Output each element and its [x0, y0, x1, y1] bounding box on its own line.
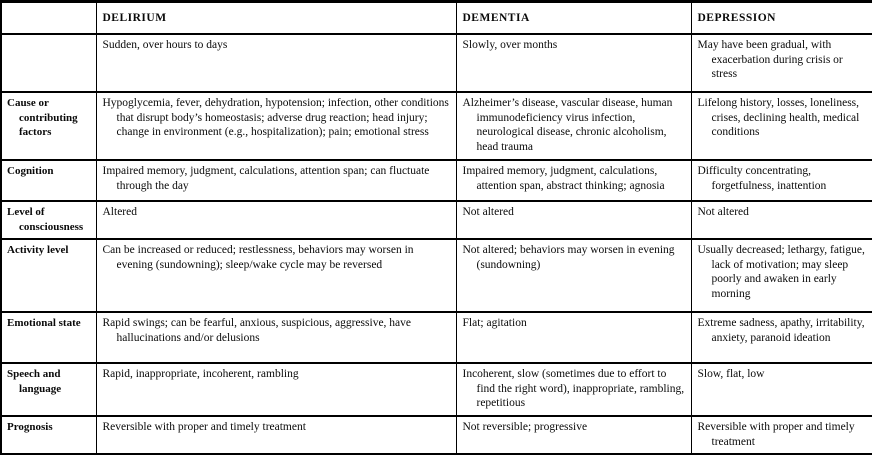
header-delirium: DELIRIUM: [96, 2, 456, 35]
depression-cell: Not altered: [691, 201, 872, 239]
dementia-cell: Incoherent, slow (sometimes due to effort to find the right word), inappropriate, rambling, repetitious: [456, 363, 691, 416]
row-label: Cause or contributing factors: [1, 92, 96, 160]
table-row-emotional-state: [1, 312, 872, 363]
depression-cell: Lifelong history, losses, loneliness, crises, declining health, medical conditions: [691, 92, 872, 160]
delirium-cell: Sudden, over hours to days: [96, 34, 456, 92]
table-row-level-of-consciousness: [1, 201, 872, 239]
delirium-cell: Impaired memory, judgment, calculations, attention span; can fluctuate through the day: [96, 160, 456, 201]
dementia-cell: Alzheimer’s disease, vascular disease, human immunodeficiency virus infection, neurological disease, chronic alcoholism, head trauma: [456, 92, 691, 160]
table-row-cognition: [1, 160, 872, 201]
row-label: Activity level: [1, 239, 96, 312]
delirium-cell: Can be increased or reduced; restlessness, behaviors may worsen in evening (sundowning); sleep/wake cycle may be reversed: [96, 239, 456, 312]
depression-cell: Slow, flat, low: [691, 363, 872, 416]
header-dementia: DEMENTIA: [456, 2, 691, 35]
table-row-speech-and-language: [1, 363, 872, 416]
delirium-cell: Altered: [96, 201, 456, 239]
delirium-cell: Rapid swings; can be fearful, anxious, suspicious, aggressive, have hallucinations and/or delusions: [96, 312, 456, 363]
dementia-cell: Flat; agitation: [456, 312, 691, 363]
row-label: Cognition: [1, 160, 96, 201]
delirium-cell: Reversible with proper and timely treatment: [96, 416, 456, 455]
depression-cell: Usually decreased; lethargy, fatigue, lack of motivation; may sleep poorly and awaken in early morning: [691, 239, 872, 312]
depression-cell: Difficulty concentrating, forgetfulness, inattention: [691, 160, 872, 201]
row-label: Speech and language: [1, 363, 96, 416]
row-label: Prognosis: [1, 416, 96, 455]
dementia-cell: Impaired memory, judgment, calculations, attention span, abstract thinking; agnosia: [456, 160, 691, 201]
header-empty-cell: [1, 2, 96, 35]
row-label: Level of consciousness: [1, 201, 96, 239]
delirium-cell: Rapid, inappropriate, incoherent, rambling: [96, 363, 456, 416]
dementia-cell: Slowly, over months: [456, 34, 691, 92]
dementia-cell: Not altered: [456, 201, 691, 239]
row-label: Emotional state: [1, 312, 96, 363]
dementia-cell: Not altered; behaviors may worsen in evening (sundowning): [456, 239, 691, 312]
table-row-cause: [1, 92, 872, 160]
delirium-cell: Hypoglycemia, fever, dehydration, hypotension; infection, other conditions that disrupt body’s homeostasis; adverse drug reaction; head injury; change in environment (e.g., hospitalization); pain; emotional stress: [96, 92, 456, 160]
header-depression: DEPRESSION: [691, 2, 872, 35]
depression-cell: May have been gradual, with exacerbation during crisis or stress: [691, 34, 872, 92]
table-row-activity-level: [1, 239, 872, 312]
header-row: [1, 2, 872, 35]
table-row-onset: [1, 34, 872, 92]
depression-cell: Extreme sadness, apathy, irritability, anxiety, paranoid ideation: [691, 312, 872, 363]
row-label: [1, 34, 96, 92]
dementia-cell: Not reversible; progressive: [456, 416, 691, 455]
table-row-prognosis: [1, 416, 872, 455]
depression-cell: Reversible with proper and timely treatment: [691, 416, 872, 455]
